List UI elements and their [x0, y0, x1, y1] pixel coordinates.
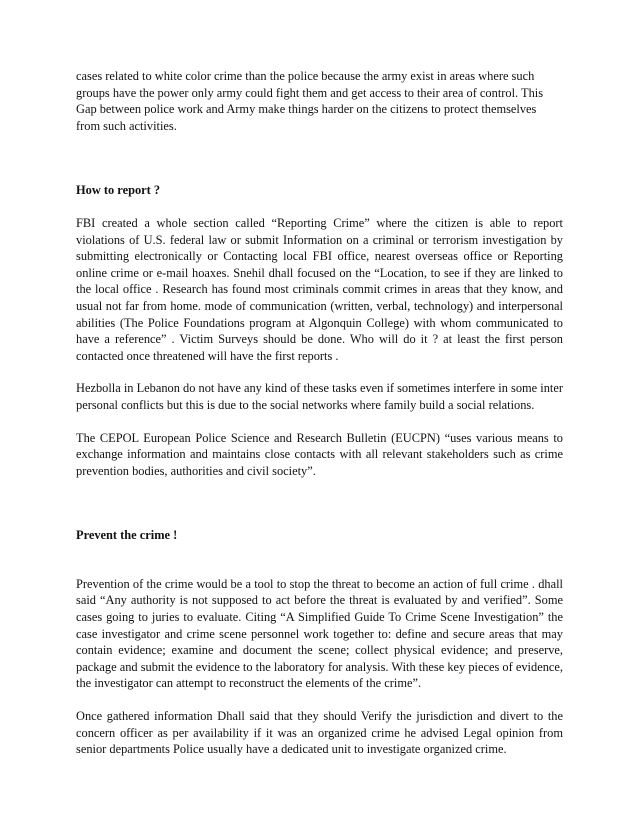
gathered-info-paragraph: Once gathered information Dhall said that they should Verify the jurisdiction and divert to the concern officer as per availability if it was an organized crime he advised Legal opinion from senior departments Police usually have a dedicated unit to investigate organized crime.	[76, 709, 563, 757]
prevention-paragraph: Prevention of the crime would be a tool to stop the threat to become an action of full crime . dhall said “Any authority is not supposed to act before the threat is evaluated by and verified”. Some cases going to juries to evaluate. Citing “A Simplified Guide To Crime Scene Investigation” the case investigator and crime scene personnel work together to: define and secure areas that may contain evidence; examine and document the scene; collect physical evidence; and preserve, package and submit the evidence to the laboratory for analysis. With these key pieces of evidence, the investigator can attempt to reconstruct the elements of the crime”.	[76, 576, 563, 691]
how-to-report-heading: How to report ?	[76, 183, 161, 198]
document-page	[76, 68, 563, 758]
cepol-paragraph: The CEPOL European Police Science and Research Bulletin (EUCPN) “uses various means to exchange information and maintains close contacts with all relevant stakeholders such as crime prevention bodies, authorities and civil society”.	[76, 430, 563, 478]
fbi-paragraph: FBI created a whole section called “Reporting Crime” where the citizen is able to report violations of U.S. federal law or submit Information on a criminal or terrorism investigation by submitting electronically or Contacting local FBI office, nearest overseas office or Reporting online crime or e-mail hoaxes. Snehil dhall focused on the “Location, to see if they are linked to the local office . Research has found most criminals commit crimes in areas that they know, and usual not far from home. mode of communication (written, verbal, technology) and interpersonal abilities (The Police Foundations program at Algonquin College) with whom communicated to have a reference” . Victim Surveys should be done. Who will do it ? at least the first person contacted once threatened will have the first reports .	[76, 215, 563, 363]
hezbolla-paragraph: Hezbolla in Lebanon do not have any kind of these tasks even if sometimes interfere in some inter personal conflicts but this is due to the social networks where family build a social relations.	[76, 381, 563, 412]
intro-paragraph: cases related to white color crime than the police because the army exist in areas where such groups have the power only army could fight them and get access to their area of control. This Gap between police work and Army make things harder on the citizens to protect themselves from such activities.	[76, 69, 544, 133]
prevent-the-crime-heading: Prevent the crime !	[76, 528, 178, 543]
